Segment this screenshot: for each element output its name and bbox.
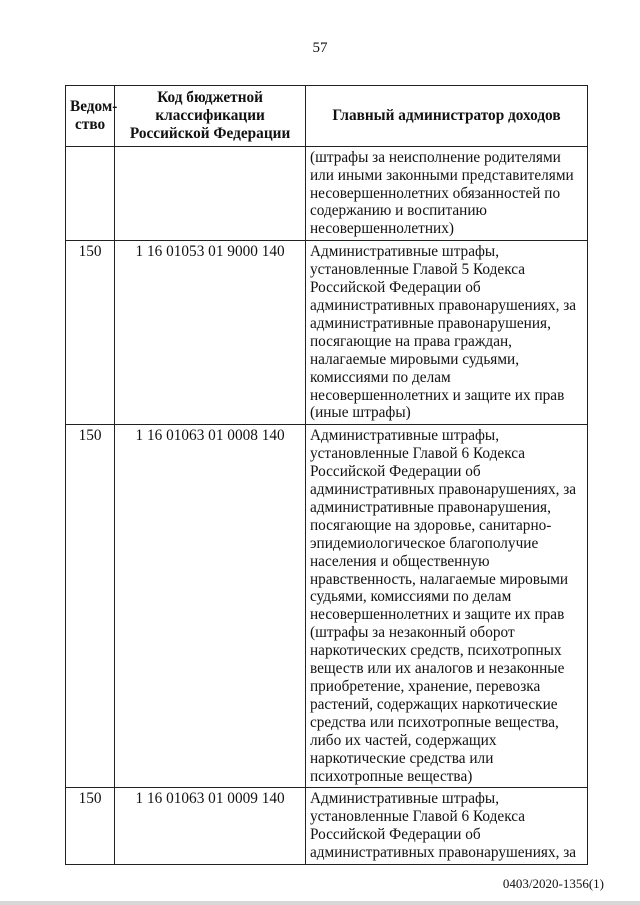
header-department: Ведом-ство	[66, 86, 115, 147]
page-number: 57	[312, 40, 328, 56]
table-row	[66, 425, 588, 788]
table-header-row	[66, 86, 588, 147]
department-cell: 150	[66, 788, 115, 865]
table-row	[66, 146, 588, 241]
department-cell: 150	[66, 241, 115, 425]
header-budget-code: Код бюджетной классификации Российской Федерации	[115, 86, 306, 147]
description-cell: Административные штрафы, установленные Главой 6 Кодекса Российской Федерации об административных правонарушениях, за	[305, 788, 587, 865]
description-cell: (штрафы за неисполнение родителями или иными законными представителями несовершеннолетних обязанностей по содержанию и воспитанию несовершеннолетних)	[305, 146, 587, 241]
budget-classification-table	[65, 85, 588, 865]
budget-code-cell	[115, 146, 306, 241]
document-number: 0403/2020-1356(1)	[502, 876, 604, 891]
budget-code-cell: 1 16 01053 01 9000 140	[115, 241, 306, 425]
department-cell	[66, 146, 115, 241]
department-cell: 150	[66, 425, 115, 788]
table-row	[66, 241, 588, 425]
page-bottom-edge	[0, 901, 640, 905]
description-cell: Административные штрафы, установленные Главой 6 Кодекса Российской Федерации об административных правонарушениях, за административные правонарушения, посягающие на здоровье, санитарно-эпидемиологическое благополучие населения и общественную нравственность, налагаемые мировыми судьями, комиссиями по делам несовершеннолетних и защите их прав (штрафы за незаконный оборот наркотических средств, психотропных веществ или их аналогов и незаконные приобретение, хранение, перевозка растений, содержащих наркотические средства или психотропные вещества, либо их частей, содержащих наркотические средства или психотропные вещества)	[305, 425, 587, 788]
description-cell: Административные штрафы, установленные Главой 5 Кодекса Российской Федерации об административных правонарушениях, за административные правонарушения, посягающие на права граждан, налагаемые мировыми судьями, комиссиями по делам несовершеннолетних и защите их прав (иные штрафы)	[305, 241, 587, 425]
table-row	[66, 788, 588, 865]
header-chief-administrator: Главный администратор доходов	[305, 86, 587, 147]
budget-code-cell: 1 16 01063 01 0009 140	[115, 788, 306, 865]
budget-code-cell: 1 16 01063 01 0008 140	[115, 425, 306, 788]
